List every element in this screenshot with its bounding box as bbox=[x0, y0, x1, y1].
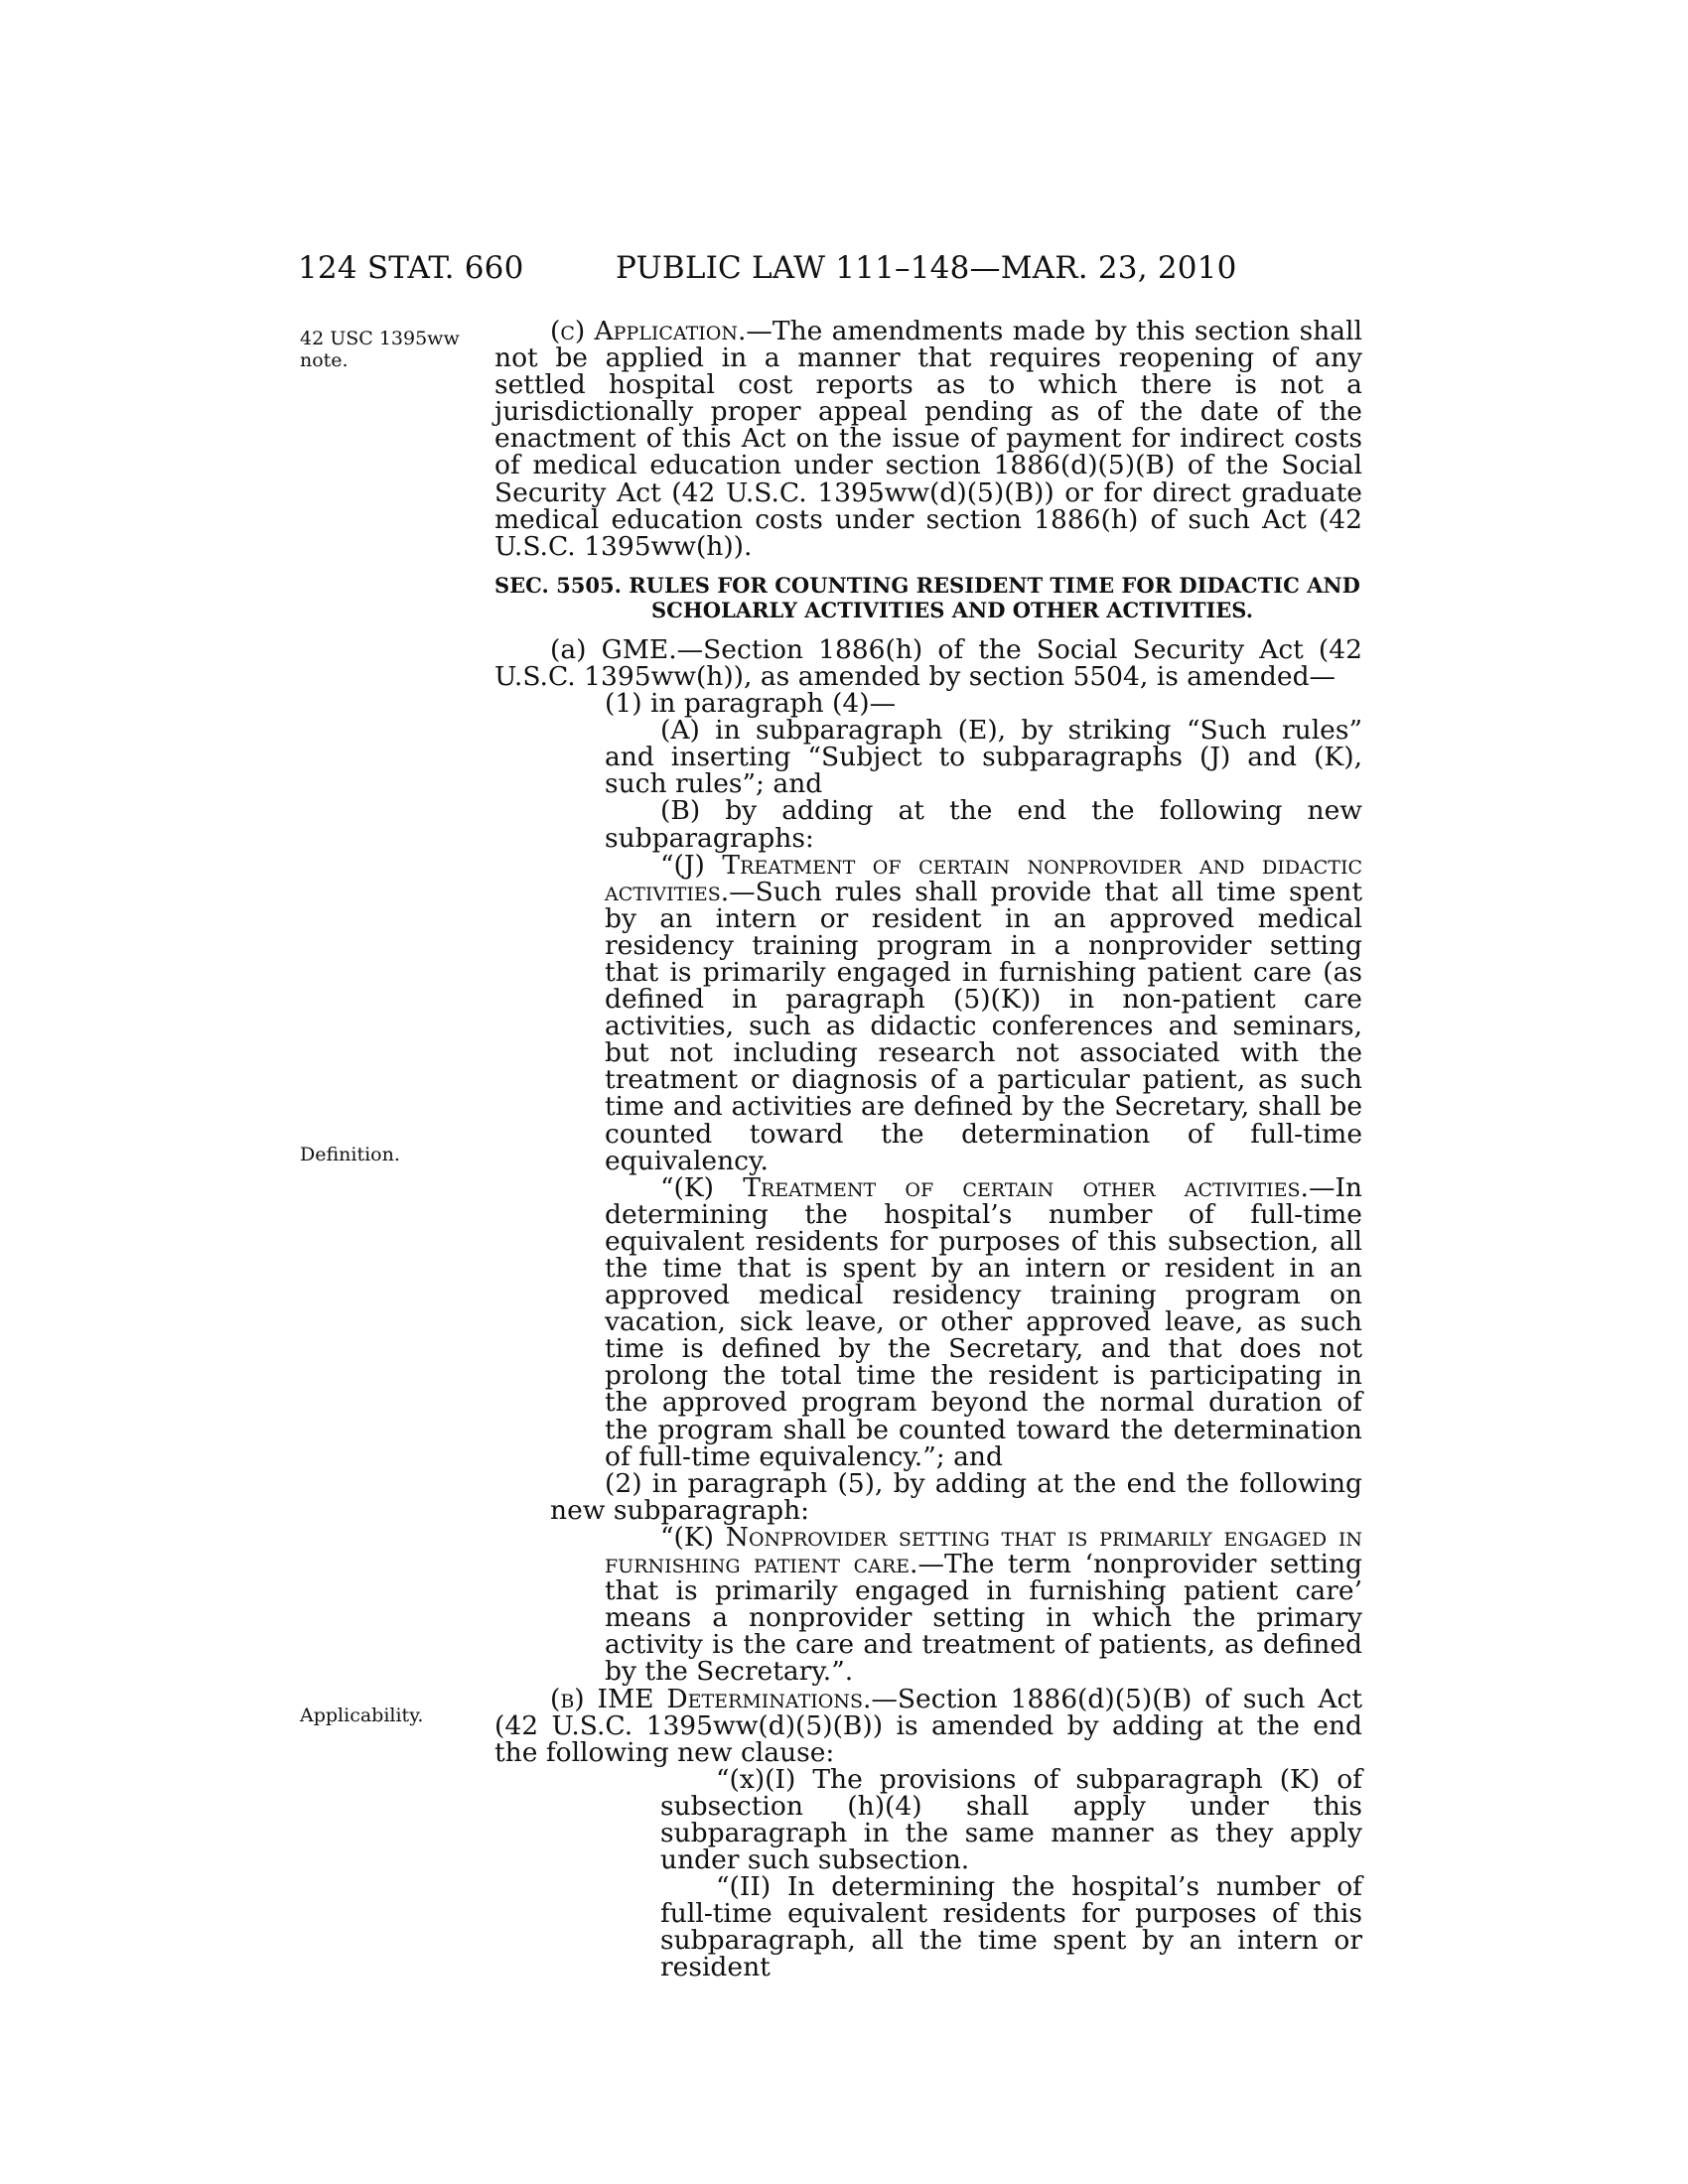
subparagraph-b: (B) by adding at the end the following new subparagraphs: bbox=[605, 795, 1362, 854]
subparagraph-k-definition-heading: “(K) Nonprovider setting that is primarily engaged in furnishing patient care. bbox=[605, 1521, 1362, 1580]
subsection-a: (a) GME.—Section 1886(h) of the Social Security Act (42 U.S.C. 1395ww(h)), as amended by section 5504, is amended— bbox=[494, 633, 1362, 692]
subparagraph-j bbox=[494, 849, 1362, 1176]
subsection-c-text: —The amendments made by this section shall not be applied in a manner that requires reopening of any settled hospital cost reports as to which there is not a jurisdictionally proper appeal pending as of the date of the enactment of this Act on the issue of payment for indirect costs of medical education under section 1886(d)(5)(B) of the Social Security Act (42 U.S.C. 1395ww(d)(5)(B)) or for direct graduate medical education costs under section 1886(h) of such Act (42 U.S.C. 1395ww(h)). bbox=[494, 316, 1362, 562]
law-title-header: PUBLIC LAW 111–148—MAR. 23, 2010 bbox=[616, 250, 1237, 286]
margin-note-usc bbox=[300, 328, 460, 371]
subsection-c bbox=[494, 318, 1362, 560]
subparagraph-k-definition-text: —The term ‘nonprovider setting that is primarily engaged in furnishing patient care’ means a nonprovider setting in which the primary activity is the care and treatment of patients, as defined by the Secretary.”. bbox=[605, 1549, 1362, 1688]
page-reference: 124 STAT. 660 bbox=[298, 250, 524, 286]
subparagraph-k-definition bbox=[494, 1521, 1362, 1688]
subparagraph-k-text: —In determining the hospital’s number of full-time equivalent residents for purposes of this subsection, all the time that is spent by an intern or resident in an approved medical residency training program on vacation, sick leave, or other approved leave, as such time is defined by the Secretary, and that does not prolong the total time the resident is participating in the approved program beyond the normal duration of the program shall be counted toward the determination of full-time equivalency.”; and bbox=[605, 1171, 1362, 1472]
subsection-b-heading: (b) IME Determinations. bbox=[550, 1683, 872, 1714]
clause-x-ii: “(II) In determining the hospital’s number of full-time equivalent residents for purposes of this subparagraph, all the time spent by an intern or resident bbox=[660, 1871, 1362, 1983]
subsection-c-heading: (c) Application. bbox=[550, 316, 747, 346]
margin-note-usc-line2: note. bbox=[300, 349, 349, 371]
subparagraph-j-heading: “(J) Treatment of certain nonprovider and didactic activities. bbox=[605, 849, 1362, 907]
subparagraph-j-text: —Such rules shall provide that all time spent by an intern or resident in an approved medical residency training program in a nonprovider setting that is primarily engaged in furnishing patient care (as defined in paragraph (5)(K)) in non-patient care activities, such as didactic conferences and seminars, but not including research not associated with the treatment or diagnosis of a particular patient, as such time and activities are defined by the Secretary, shall be counted toward the determination of full-time equivalency. bbox=[605, 876, 1362, 1176]
margin-note-usc-line1: 42 USC 1395ww bbox=[300, 328, 460, 349]
subparagraph-a: (A) in subparagraph (E), by striking “Such rules” and inserting “Subject to subparagraphs (J) and (K), such rules”; and bbox=[605, 715, 1362, 800]
subparagraph-k bbox=[494, 1171, 1362, 1472]
paragraph-1: (1) in paragraph (4)— bbox=[605, 688, 897, 720]
section-heading-line2: SCHOLARLY ACTIVITIES AND OTHER ACTIVITIES. bbox=[650, 597, 1254, 622]
clause-x-i: “(x)(I) The provisions of subparagraph (K) of subsection (h)(4) shall apply under this subparagraph in the same manner as they apply under such subsection. bbox=[660, 1763, 1362, 1876]
subsection-b-text: —Section 1886(d)(5)(B) of such Act (42 U.S.C. 1395ww(d)(5)(B)) is amended by adding at the end the following new clause: bbox=[494, 1683, 1362, 1768]
margin-note-applicability: Applicability. bbox=[300, 1705, 424, 1726]
section-heading-line1: SEC. 5505. RULES FOR COUNTING RESIDENT TIME FOR DIDACTIC AND bbox=[494, 572, 1360, 598]
margin-note-definition: Definition. bbox=[300, 1144, 400, 1165]
subsection-b bbox=[494, 1683, 1362, 1768]
body-text bbox=[494, 318, 1362, 1981]
paragraph-2: (2) in paragraph (5), by adding at the end the following new subparagraph: bbox=[550, 1467, 1362, 1526]
subparagraph-k-heading: “(K) Treatment of certain other activities. bbox=[660, 1171, 1309, 1203]
section-heading bbox=[494, 573, 1362, 622]
